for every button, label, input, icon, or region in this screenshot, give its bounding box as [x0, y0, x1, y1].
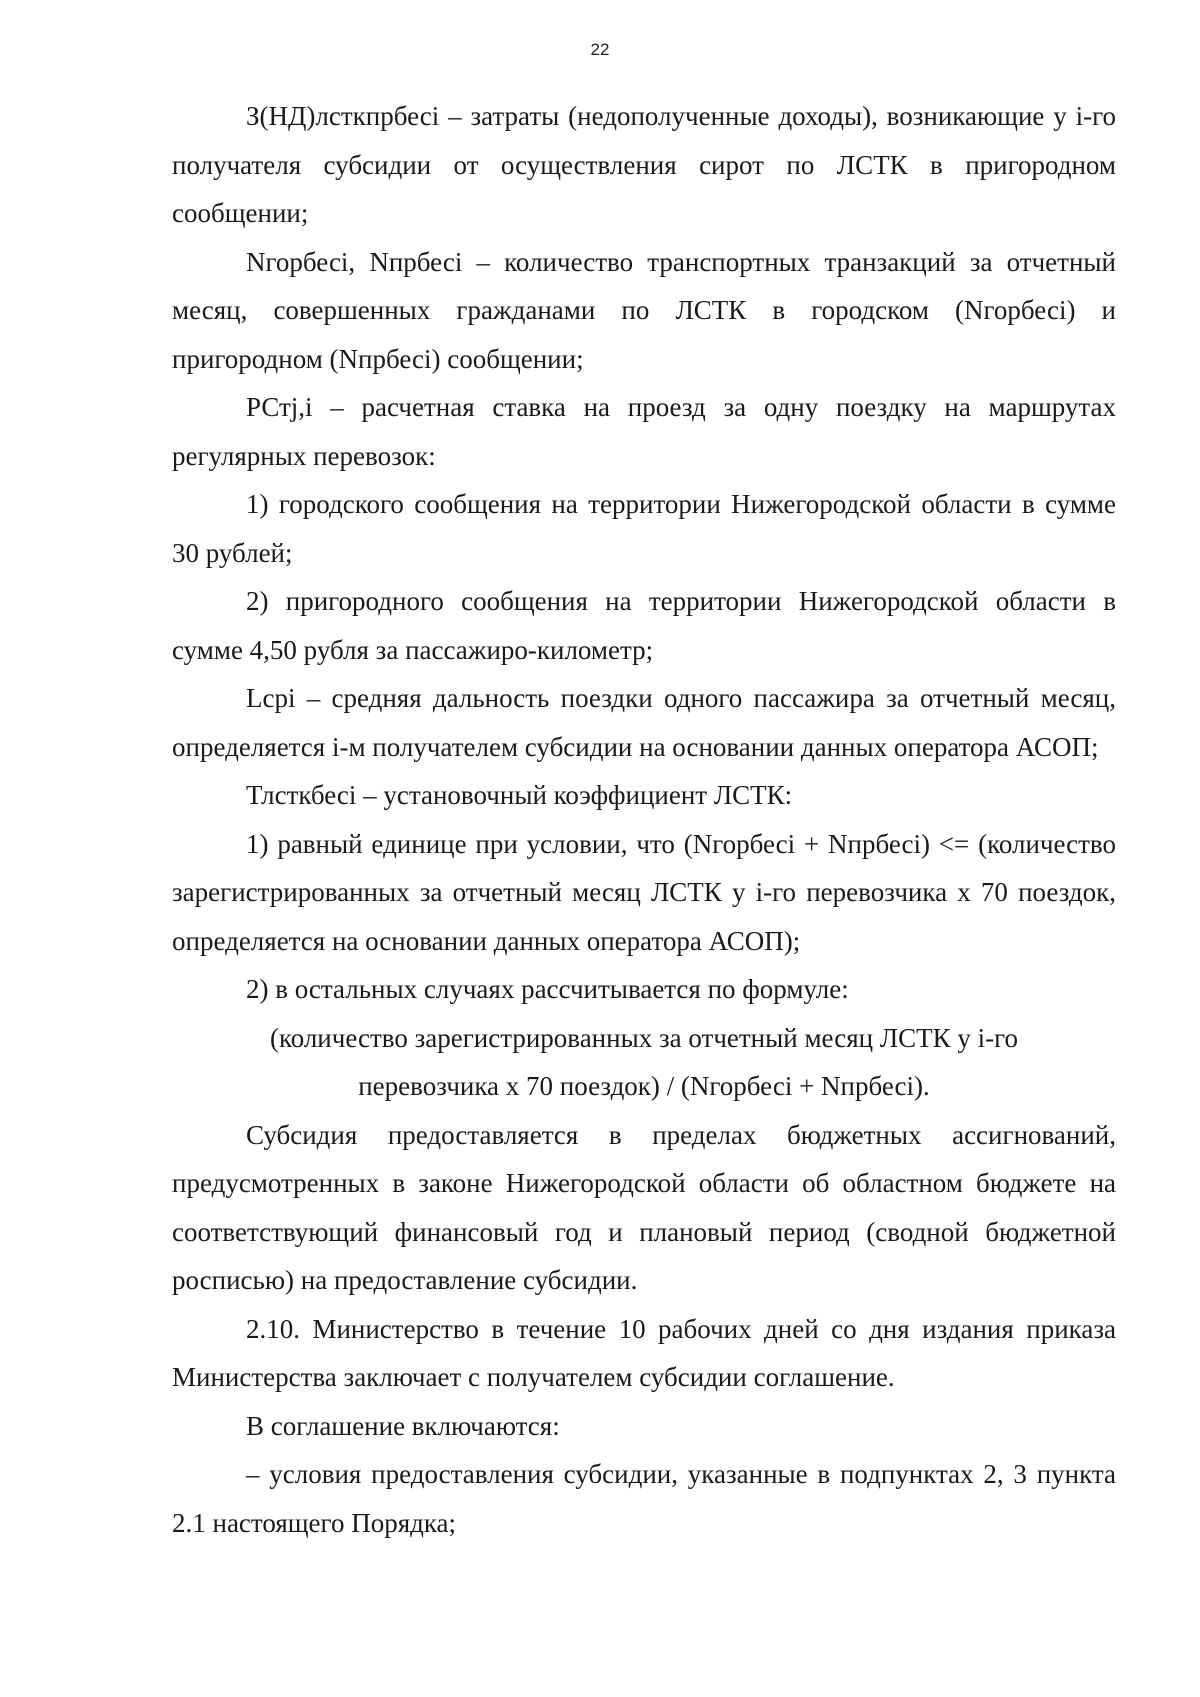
paragraph-distance-definition: Lcpі – средняя дальность поездки одного пассажира за отчетный месяц, определяется і-м получателем субсидии на основании данных оператора АСОП;	[172, 683, 1116, 762]
paragraph-rate-suburban: 2) пригородного сообщения на территории Нижегородской области в сумме 4,50 рубля за пассажиро-километр;	[172, 586, 1116, 665]
paragraph-agreement-includes: В соглашение включаются:	[246, 1410, 560, 1441]
paragraph-costs-definition: З(НД)лсткпрбесі – затраты (недополученные доходы), возникающие у і-го получателя субсидии от осуществления сирот по ЛСТК в пригородном сообщении;	[172, 101, 1116, 228]
paragraph-coefficient-case-2: 2) в остальных случаях рассчитывается по формуле:	[246, 974, 849, 1004]
paragraph-coefficient-definition: Тлсткбесі – установочный коэффициент ЛСТК:	[246, 780, 793, 810]
paragraph-coefficient-case-1: 1) равный единице при условии, что (Nгорбесі + Nпрбесі) <= (количество зарегистрированных за отчетный месяц ЛСТК у і-го перевозчика х 70 поездок, определяется на основании данных оператора АСОП);	[172, 828, 1116, 956]
document-body	[172, 92, 1116, 1547]
paragraph-rate-urban: 1) городского сообщения на территории Нижегородской области в сумме 30 рублей;	[172, 489, 1116, 568]
page-number: 22	[590, 40, 610, 59]
paragraph-agreement-conditions: – условия предоставления субсидии, указанные в подпунктах 2, 3 пункта 2.1 настоящего Порядка;	[172, 1459, 1116, 1538]
formula-line-1: (количество зарегистрированных за отчетный месяц ЛСТК у і-го	[269, 1022, 1019, 1053]
formula-line-2: перевозчика х 70 поездок) / (Nгорбесі + Nпрбесі).	[358, 1071, 930, 1101]
paragraph-agreement-2-10: 2.10. Министерство в течение 10 рабочих дней со дня издания приказа Министерства заключает с получателем субсидии соглашение.	[172, 1313, 1116, 1392]
paragraph-transactions-definition: Nгорбесі, Nпрбесі – количество транспортных транзакций за отчетный месяц, совершенных гражданами по ЛСТК в городском (Nгорбесі) и пригородном (Nпрбесі) сообщении;	[172, 246, 1116, 374]
paragraph-subsidy-limits: Субсидия предоставляется в пределах бюджетных ассигнований, предусмотренных в законе Нижегородской области об областном бюджете на соответствующий финансовый год и плановый период (сводной бюджетной росписью) на предоставление субсидии.	[172, 1119, 1116, 1295]
paragraph-rate-definition: РСтj,і – расчетная ставка на проезд за одну поездку на маршрутах регулярных перевозок:	[172, 392, 1116, 471]
